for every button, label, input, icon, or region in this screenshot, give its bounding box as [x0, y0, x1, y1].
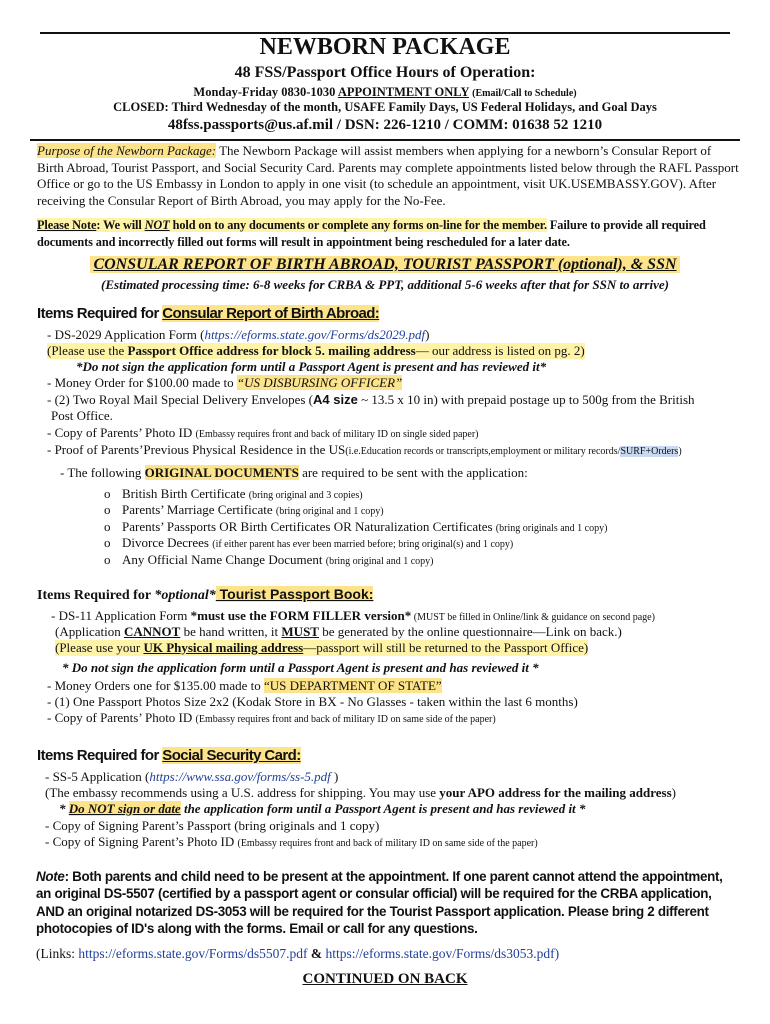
t-l7a: - Copy of Parents’ Photo ID	[47, 710, 196, 725]
t-l5a: - Money Orders one for $135.00 made to	[47, 678, 264, 693]
hours-title: 48 FSS/Passport Office Hours of Operation:	[234, 64, 536, 81]
bullet-mark: o	[104, 519, 111, 534]
tourist-line-5	[47, 678, 442, 694]
tourist-sign-warning: * Do not sign the application form until a Passport Agent is present and has reviewed it *	[62, 660, 539, 675]
original-doc-note: (bring originals and 1 copy)	[495, 523, 608, 534]
l4a: - Money Order for $100.00 made to	[47, 375, 237, 390]
original-doc-text: Parents’ Marriage Certificate	[122, 502, 276, 517]
t-l2c: be hand written, it	[180, 624, 282, 639]
surf-orders: SURF+Orders	[620, 446, 679, 457]
ds3053-link[interactable]: https://eforms.state.gov/Forms/ds3053.pdf	[325, 946, 555, 961]
l2b: Passport Office address for block 5. mailing address	[127, 343, 416, 358]
tourist-line-6: - (1) One Passport Photos Size 2x2 (Kodak Store in BX - No Glasses - taken within the last 6 months)	[47, 694, 578, 709]
original-docs-line	[60, 465, 528, 481]
original-doc-item	[104, 535, 513, 553]
note-label: Note	[36, 869, 65, 884]
uk-physical-address: UK Physical mailing address	[143, 640, 304, 655]
links-amp: &	[307, 946, 326, 961]
appointment-only: APPOINTMENT ONLY	[337, 85, 470, 99]
contact-line: 48fss.passports@us.af.mil / DSN: 226-1210 / COMM: 01638 52 1210	[167, 117, 603, 133]
t-l2e: be generated by the online questionnaire—Link on back.)	[318, 624, 622, 639]
l2c: — our address is listed on pg. 2)	[415, 343, 585, 358]
note-paragraph	[36, 868, 740, 938]
s-l1a: - SS-5 Application (	[45, 769, 150, 784]
original-documents: ORIGINAL DOCUMENTS	[144, 465, 299, 480]
l5a: - (2) Two Royal Mail Special Delivery Envelopes (	[47, 392, 314, 407]
t-l3c: —passport will still be returned to the Passport Office)	[303, 640, 589, 655]
l8d: )	[678, 446, 682, 457]
original-doc-item	[104, 552, 433, 570]
s-l1b: )	[330, 769, 339, 784]
tourist-line-3	[55, 640, 588, 656]
tourist-line-2	[55, 624, 622, 640]
s-l3a: *	[59, 801, 69, 816]
original-doc-text: British Birth Certificate	[122, 486, 249, 501]
original-doc-note: (bring original and 3 copies)	[248, 490, 363, 501]
links-line	[36, 946, 559, 962]
ssn-line-5	[45, 834, 538, 852]
tourist-heading	[37, 586, 373, 604]
t-l3a: (Please use your	[55, 640, 144, 655]
crba-line-8	[47, 442, 682, 460]
orig-c: are required to be sent with the application:	[298, 465, 528, 480]
purpose-label: Purpose of the Newborn Package:	[37, 143, 217, 158]
crba-heading-b: Consular Report of Birth Abroad:	[162, 305, 380, 322]
purpose-paragraph	[37, 143, 740, 209]
ssn-heading-a: Items Required for	[37, 747, 163, 764]
original-doc-note: (bring original and 1 copy)	[325, 556, 434, 567]
original-doc-item	[104, 502, 384, 520]
links-prefix: (Links:	[36, 946, 79, 961]
do-not-sign: Do NOT sign or date	[68, 801, 181, 816]
us-dept-state: “US DEPARTMENT OF STATE”	[263, 678, 442, 693]
crba-line-1	[47, 327, 429, 343]
l1b: )	[425, 327, 430, 342]
crba-heading-a: Items Required for	[37, 305, 163, 322]
l8b: (i.e.Education records or transcripts,employment or military records/	[345, 446, 621, 457]
ds5507-link[interactable]: https://eforms.state.gov/Forms/ds5507.pdf	[78, 946, 308, 961]
please-note-c: Failure to provide all required documents and incorrectly filled out forms will result in appointment being rescheduled for a later date.	[37, 218, 706, 249]
orig-a: - The following	[60, 465, 145, 480]
s-l3c: the application form until a Passport Agent is present and has reviewed it *	[180, 801, 586, 816]
please-note-b: hold on to any documents or complete any forms on-line for the member.	[169, 218, 547, 232]
tourist-heading-c: Tourist Passport Book:	[215, 586, 374, 602]
s-l5b: (Embassy requires front and back of military ID on same side of the paper)	[237, 838, 538, 849]
closed-line: CLOSED: Third Wednesday of the month, USAFE Family Days, US Federal Holidays, and Goal Days	[113, 100, 657, 114]
crba-line-4	[47, 375, 402, 391]
hours-line	[20, 85, 750, 100]
t-l1c: (MUST be filled in Online/link & guidance on second page)	[411, 612, 655, 623]
ssn-heading-b: Social Security Card:	[162, 747, 301, 764]
crba-section-title	[20, 256, 750, 274]
ss5-link[interactable]: https://www.ssa.gov/forms/ss-5.pdf	[149, 769, 331, 784]
l8a: - Proof of Parents’Previous Physical Residence in the US	[47, 442, 346, 457]
t-l7b: (Embassy requires front and back of military ID on same side of the paper)	[195, 714, 496, 725]
tourist-heading-a: Items Required for	[37, 588, 155, 603]
t-l1a: - DS-11 Application Form	[51, 608, 191, 623]
please-note-a: : We will	[96, 218, 145, 232]
crba-line-5	[47, 392, 695, 408]
original-doc-note: (if either parent has ever been married before; bring original(s) and 1 copy)	[212, 539, 514, 550]
ssn-line-4: - Copy of Signing Parent’s Passport (bring originals and 1 copy)	[45, 818, 380, 833]
please-note-paragraph	[37, 217, 740, 251]
links-suffix: )	[554, 946, 560, 961]
schedule-note: (Email/Call to Schedule)	[472, 88, 577, 99]
page-title: NEWBORN PACKAGE	[259, 34, 511, 60]
ds2029-link[interactable]: https://eforms.state.gov/Forms/ds2029.pdf	[204, 327, 426, 342]
l5c: ~ 13.5 x 10 in) with prepaid postage up to 500g from the British	[357, 392, 695, 407]
l2a: (Please use the	[47, 343, 128, 358]
form-filler-note: *must use the FORM FILLER version*	[190, 608, 412, 623]
s-l2a: (The embassy recommends using a U.S. address for shipping. You may use	[45, 785, 440, 800]
tourist-line-7	[47, 710, 496, 728]
processing-time: (Estimated processing time: 6-8 weeks for CRBA & PPT, additional 5-6 weeks after that for SSN to arrive)	[101, 277, 669, 292]
not-emphasis: NOT	[144, 218, 170, 232]
ssn-sign-warning	[59, 801, 585, 817]
l1a: - DS-2029 Application Form (	[47, 327, 205, 342]
ssn-line-1	[45, 769, 338, 785]
apo-address: your APO address for the mailing address	[439, 785, 672, 800]
original-doc-note: (bring original and 1 copy)	[275, 506, 384, 517]
l7b: (Embassy requires front and back of military ID on single sided paper)	[195, 429, 479, 440]
hours-text: Monday-Friday 0830-1030	[193, 85, 336, 99]
must-label: MUST	[281, 624, 319, 639]
purpose-text: The Newborn Package will assist members when applying for a newborn’s Consular Report of Birth Abroad, Tourist Passport, and Social Security Card. Parents may complete appointments listed below through the RAFL Passport Office or go to the US Embassy in London to apply in one visit (to schedule an appointment, visit UK.USEMBASSY.GOV). After receiving the Consular Report of Birth Abroad, you may apply for the No-Fee.	[37, 143, 739, 208]
crba-line-6: Post Office.	[51, 408, 113, 423]
crba-line-2	[47, 343, 585, 359]
ssn-line-2	[45, 785, 676, 801]
s-l2c: )	[671, 785, 676, 800]
us-disbursing-officer: “US DISBURSING OFFICER”	[236, 375, 403, 390]
bullet-mark: o	[104, 486, 111, 501]
original-doc-text: Parents’ Passports OR Birth Certificates OR Naturalization Certificates	[122, 519, 496, 534]
please-note-label: Please Note	[37, 218, 97, 232]
bullet-mark: o	[104, 552, 111, 567]
crba-sign-warning: *Do not sign the application form until a Passport Agent is present and has reviewed it*	[76, 359, 547, 374]
original-doc-text: Any Official Name Change Document	[122, 552, 326, 567]
a4-size: A4 size	[313, 392, 358, 407]
s-l5a: - Copy of Signing Parent’s Photo ID	[45, 834, 238, 849]
bullet-mark: o	[104, 535, 111, 550]
crba-heading	[37, 306, 379, 322]
crba-title-text: CONSULAR REPORT OF BIRTH ABROAD, TOURIST PASSPORT (optional), & SSN	[90, 256, 679, 273]
note-text: : Both parents and child need to be present at the appointment. If one parent cannot attend the appointment, an original DS-5507 (certified by a passport agent or consular official) will be required for the CRBA application, AND an original notarized DS-3053 will be required for the Tourist Passport application. Please bring 2 different photocopies of ID's along with the forms. Email or call for any questions.	[36, 869, 723, 937]
cannot-label: CANNOT	[123, 624, 181, 639]
bullet-mark: o	[104, 502, 111, 517]
ssn-heading	[37, 748, 301, 764]
optional-label: *optional*	[154, 588, 216, 603]
original-doc-text: Divorce Decrees	[122, 535, 213, 550]
header-rule	[30, 139, 740, 141]
continued-on-back: CONTINUED ON BACK	[302, 971, 468, 987]
crba-line-7	[47, 425, 479, 443]
t-l2a: (Application	[55, 624, 124, 639]
l7a: - Copy of Parents’ Photo ID	[47, 425, 196, 440]
